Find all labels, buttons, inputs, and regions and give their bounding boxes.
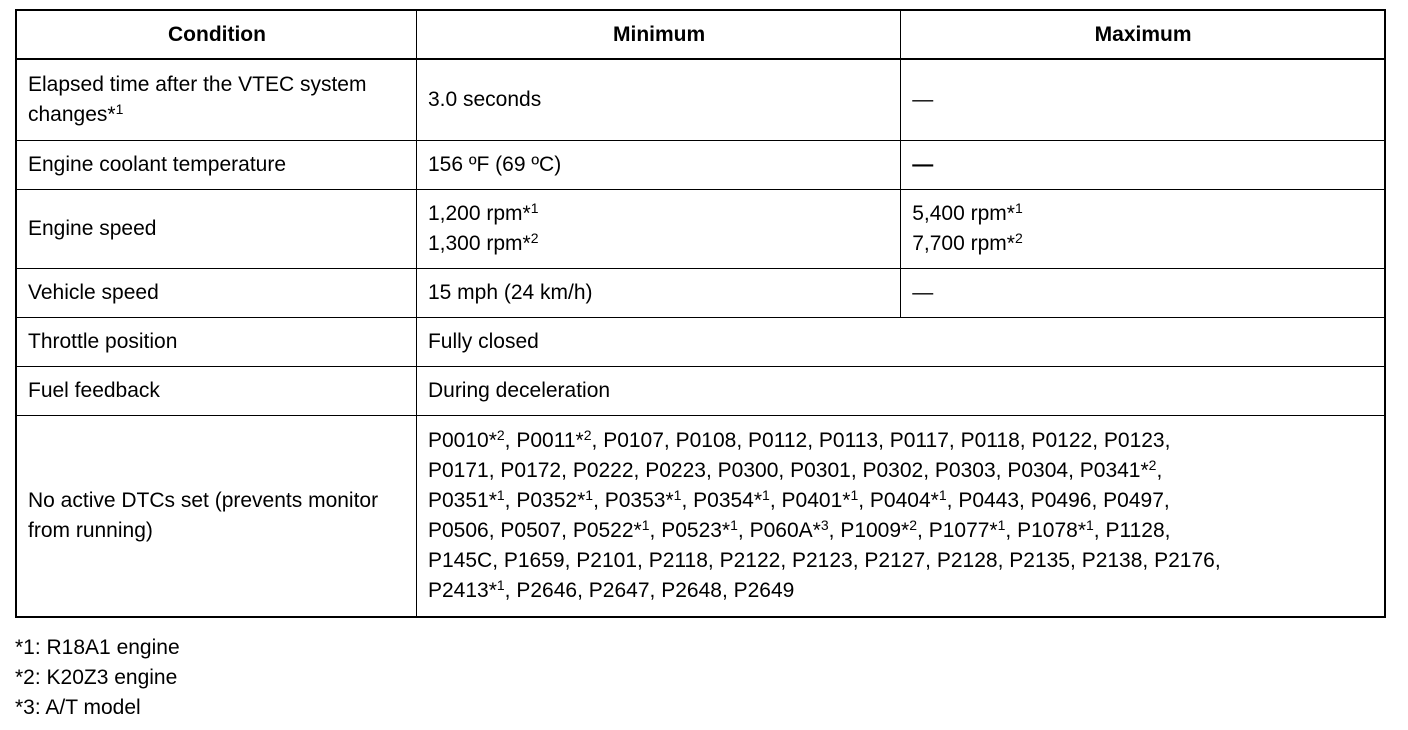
row-coolant-temperature [16,141,1385,190]
dtc-code: P0341*$^2$, [1079,457,1163,482]
dtc-code: P1077*$^1$, [928,517,1012,542]
dtc-code: P0496, [1030,489,1098,512]
dtc-code: P1659, [503,549,571,572]
dtc-line [428,456,1374,486]
dtc-code: P0108, [675,429,743,452]
dtc-code: P0301, [790,459,857,482]
dtc-code: P2138, [1081,549,1149,572]
dtc-code: P0304, [1007,459,1074,482]
dtc-code: P0523*$^1$, [661,517,744,542]
fuel-condition: Fuel feedback [16,367,416,416]
dtc-code: P2413*$^1$, [427,577,511,602]
dtc-condition: No active DTCs set (prevents monitor from running) [16,416,416,618]
dtc-code: P2127, [864,549,931,572]
dtc-code: P0354*$^1$, [693,487,776,512]
dtc-code: P2649 [733,579,795,602]
conditions-table [15,9,1386,618]
dtc-code: P0303, [934,459,1002,482]
dtc-line [428,486,1374,516]
dtc-code: P0113, [818,429,884,452]
dtc-code: P060A*$^3$, [749,517,835,542]
dtc-code: P2128, [936,549,1004,572]
dtc-code: P1128, [1105,519,1171,542]
dtc-code: P0497, [1103,489,1170,512]
dtc-code: P0353*$^1$, [604,487,688,512]
dtc-code: P0222, [572,459,640,482]
elapsed-minimum: 3.0 seconds [416,59,900,141]
dtc-code: P0122, [1031,429,1099,452]
dtc-code: P0507, [500,519,567,542]
dtc-code: P0171, [427,459,495,482]
dtc-code: P0118, [960,429,1026,452]
header-maximum: Maximum [901,10,1385,59]
dtc-code: P0522*$^1$, [572,517,656,542]
dtc-code-list [416,416,1385,618]
dtc-code: P0010*$^2$, [427,427,511,452]
dtc-line [428,546,1374,576]
fuel-value: During deceleration [416,367,1385,416]
dtc-code: P0401*$^1$, [781,487,865,512]
elapsed-maximum: — [901,59,1385,141]
dtc-code: P2646, [516,579,583,602]
footnotes [15,633,180,723]
dtc-code: P2647, [588,579,656,602]
dtc-line [428,516,1374,546]
header-row [16,10,1385,59]
vehicle-maximum: — [901,269,1385,318]
dtc-code: P0123, [1103,429,1171,452]
dtc-code: P2123, [792,549,859,572]
dtc-code: P0300, [717,459,785,482]
dtc-code: P2135, [1009,549,1076,572]
vehicle-condition: Vehicle speed [16,269,416,318]
dtc-code: P1009*$^2$, [840,517,923,542]
dtc-line [428,426,1374,456]
coolant-maximum: — [901,141,1385,190]
row-no-active-dtcs [16,416,1385,618]
engine-max-line-1: 5,400 rpm*$^1$ [912,200,1023,225]
dtc-code: P0011*$^2$, [516,427,598,452]
dtc-code: P0117, [889,429,955,452]
dtc-code: P2176, [1154,549,1221,572]
dtc-code: P1078*$^1$, [1017,517,1100,542]
dtc-code: P0107, [603,429,670,452]
row-throttle-position [16,318,1385,367]
elapsed-condition: Elapsed time after the VTEC system changes*$^1$ [16,59,416,141]
coolant-condition: Engine coolant temperature [16,141,416,190]
engine-maximum [901,190,1385,269]
vehicle-minimum: 15 mph (24 km/h) [416,269,900,318]
header-minimum: Minimum [416,10,900,59]
dtc-code: P0302, [862,459,930,482]
row-elapsed-time [16,59,1385,141]
row-engine-speed [16,190,1385,269]
footnote-1: *1: R18A1 engine [15,636,180,659]
footnote-2: *2: K20Z3 engine [15,666,178,689]
throttle-value: Fully closed [416,318,1385,367]
engine-min-line-1: 1,200 rpm*$^1$ [427,200,539,225]
header-condition: Condition [16,10,416,59]
coolant-minimum: 156 ºF (69 ºC) [416,141,900,190]
dtc-line [428,576,1374,606]
row-fuel-feedback [16,367,1385,416]
dtc-code: P0443, [958,489,1025,512]
dtc-code: P0352*$^1$, [516,487,599,512]
dtc-code: P0112, [748,429,814,452]
dtc-code: P0351*$^1$, [427,487,511,512]
footnote-3: *3: A/T model [15,696,141,719]
dtc-code: P0404*$^1$, [869,487,953,512]
dtc-code: P0506, [427,519,495,542]
engine-max-line-2: 7,700 rpm*$^2$ [912,230,1023,255]
row-vehicle-speed [16,269,1385,318]
dtc-code: P2648, [661,579,728,602]
dtc-code: P2122, [719,549,787,572]
engine-min-line-2: 1,300 rpm*$^2$ [427,230,539,255]
dtc-code: P0172, [500,459,567,482]
engine-minimum [416,190,900,269]
engine-condition: Engine speed [16,190,416,269]
dtc-code: P2101, [576,549,643,572]
dtc-code: P2118, [648,549,714,572]
dtc-code: P145C, [427,549,499,572]
dtc-code: P0223, [645,459,712,482]
throttle-condition: Throttle position [16,318,416,367]
